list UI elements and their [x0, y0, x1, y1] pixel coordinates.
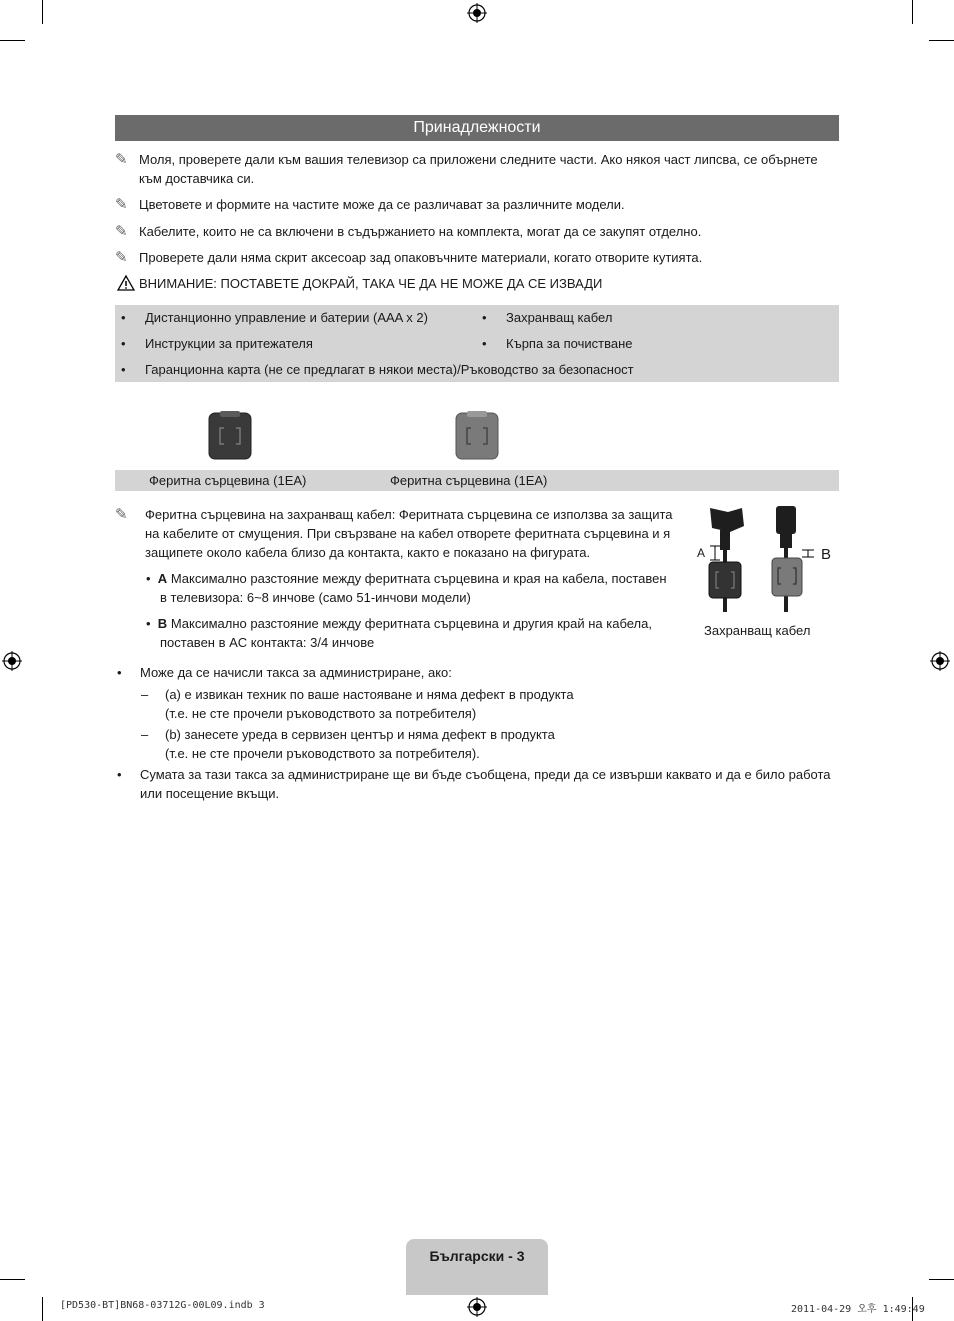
ferrite-note-b: • B Максимално разстояние между феритната сърцевина и другия край на кабела, поставен в AC контакта: 3/4 инчове	[146, 616, 652, 650]
list-item: • Инструкции за притежателя	[121, 336, 313, 351]
caption-text: Феритна сърцевина (1EA)	[390, 473, 548, 488]
list-item: • Кърпа за почистване	[482, 336, 633, 351]
registration-mark-icon	[467, 3, 487, 23]
crop-mark	[929, 40, 954, 41]
list-item: • Захранващ кабел	[482, 310, 613, 325]
pencil-note-icon: ✎	[115, 249, 128, 266]
note-text: Проверете дали няма скрит аксесоар зад опаковъчните материали, когато отворите кутията.	[139, 250, 703, 265]
ferrite-core-dark-icon	[206, 410, 254, 462]
note-item	[115, 248, 845, 267]
list-item: • Гаранционна карта (не се предлагат в някои места)/Ръководство за безопасност	[121, 362, 634, 377]
crop-mark	[0, 40, 25, 41]
list-item: • Дистанционно управление и батерии (AAA x 2)	[121, 310, 428, 325]
note-item	[115, 150, 845, 188]
note-text: Кабелите, които не са включени в съдържанието на комплекта, могат да се закупят отделно.	[139, 224, 702, 239]
note-text: Моля, проверете дали към вашия телевизор са приложени следните части. Ако някоя част липсва, се обърнете	[139, 152, 818, 167]
crop-mark	[42, 0, 43, 24]
crop-mark	[912, 0, 913, 24]
accessories-list	[115, 305, 839, 382]
crop-mark	[0, 1279, 25, 1280]
page-number-tab: Български - 3	[406, 1239, 548, 1295]
ferrite-caption-bar	[115, 470, 839, 491]
figure-label-b: B	[821, 546, 832, 563]
warning-text: ВНИМАНИЕ: ПОСТАВЕТЕ ДОКРАЙ, ТАКА ЧЕ ДА НЕ МОЖЕ ДА СЕ ИЗВАДИ	[139, 276, 603, 291]
ferrite-note-a: • A Максимално разстояние между феритната сърцевина и края на кабела, поставен в телевизора: 6~8 инчове (само 51-инчови модели)	[146, 571, 667, 605]
figure-caption: Захранващ кабел	[704, 623, 811, 638]
crop-mark	[929, 1279, 954, 1280]
note-item	[115, 222, 845, 241]
admin-fee-case-b: – (b) занесете уреда в сервизен център и няма дефект в продукта (т.е. не сте прочели ръководството за потребителя).	[141, 727, 555, 761]
warning-triangle-icon	[117, 275, 135, 291]
warning-line	[117, 275, 602, 293]
note-text: Цветовете и формите на частите може да се различават за различните модели.	[139, 197, 625, 212]
admin-fee-final: • Сумата за тази такса за администриране ще ви бъде съобщена, преди да се извърши каквато и да е било работа или посещение вкъщи.	[117, 767, 831, 801]
power-cable-diagram	[690, 500, 840, 620]
registration-mark-icon	[930, 651, 950, 671]
registration-mark-icon	[467, 1297, 487, 1317]
print-timestamp: 2011-04-29 오후 1:49:49	[791, 1304, 925, 1315]
ferrite-core-gray-icon	[453, 410, 501, 462]
pencil-note-icon: ✎	[115, 151, 128, 168]
pencil-note-icon: ✎	[115, 223, 128, 240]
admin-fee-case-a: – (a) е извикан техник по ваше настояване и няма дефект в продукта (т.е. не сте прочели ръководството за потребителя)	[141, 687, 574, 721]
print-file-info: [PD530-BT]BN68-03712G-00L09.indb 3	[60, 1300, 265, 1311]
pencil-note-icon: ✎	[115, 506, 128, 523]
note-text: към доставчика си.	[139, 171, 255, 186]
figure-label-a: A	[697, 546, 706, 560]
note-item	[115, 195, 845, 214]
ferrite-note: ✎ Феритна сърцевина на захранващ кабел: Феритната сърцевина се използва за защита на кабелите от смущения. При свързване на кабел отворете феритната сърцевина и я защипете около кабела близо да контакта, както е показано на фигурата.	[115, 506, 673, 560]
admin-fee-intro: • Може да се начисли такса за администриране, ако:	[117, 665, 452, 680]
pencil-note-icon: ✎	[115, 196, 128, 213]
section-header: Принадлежности	[115, 115, 839, 141]
registration-mark-icon	[2, 651, 22, 671]
crop-mark	[42, 1297, 43, 1321]
caption-text: Феритна сърцевина (1EA)	[149, 473, 307, 488]
